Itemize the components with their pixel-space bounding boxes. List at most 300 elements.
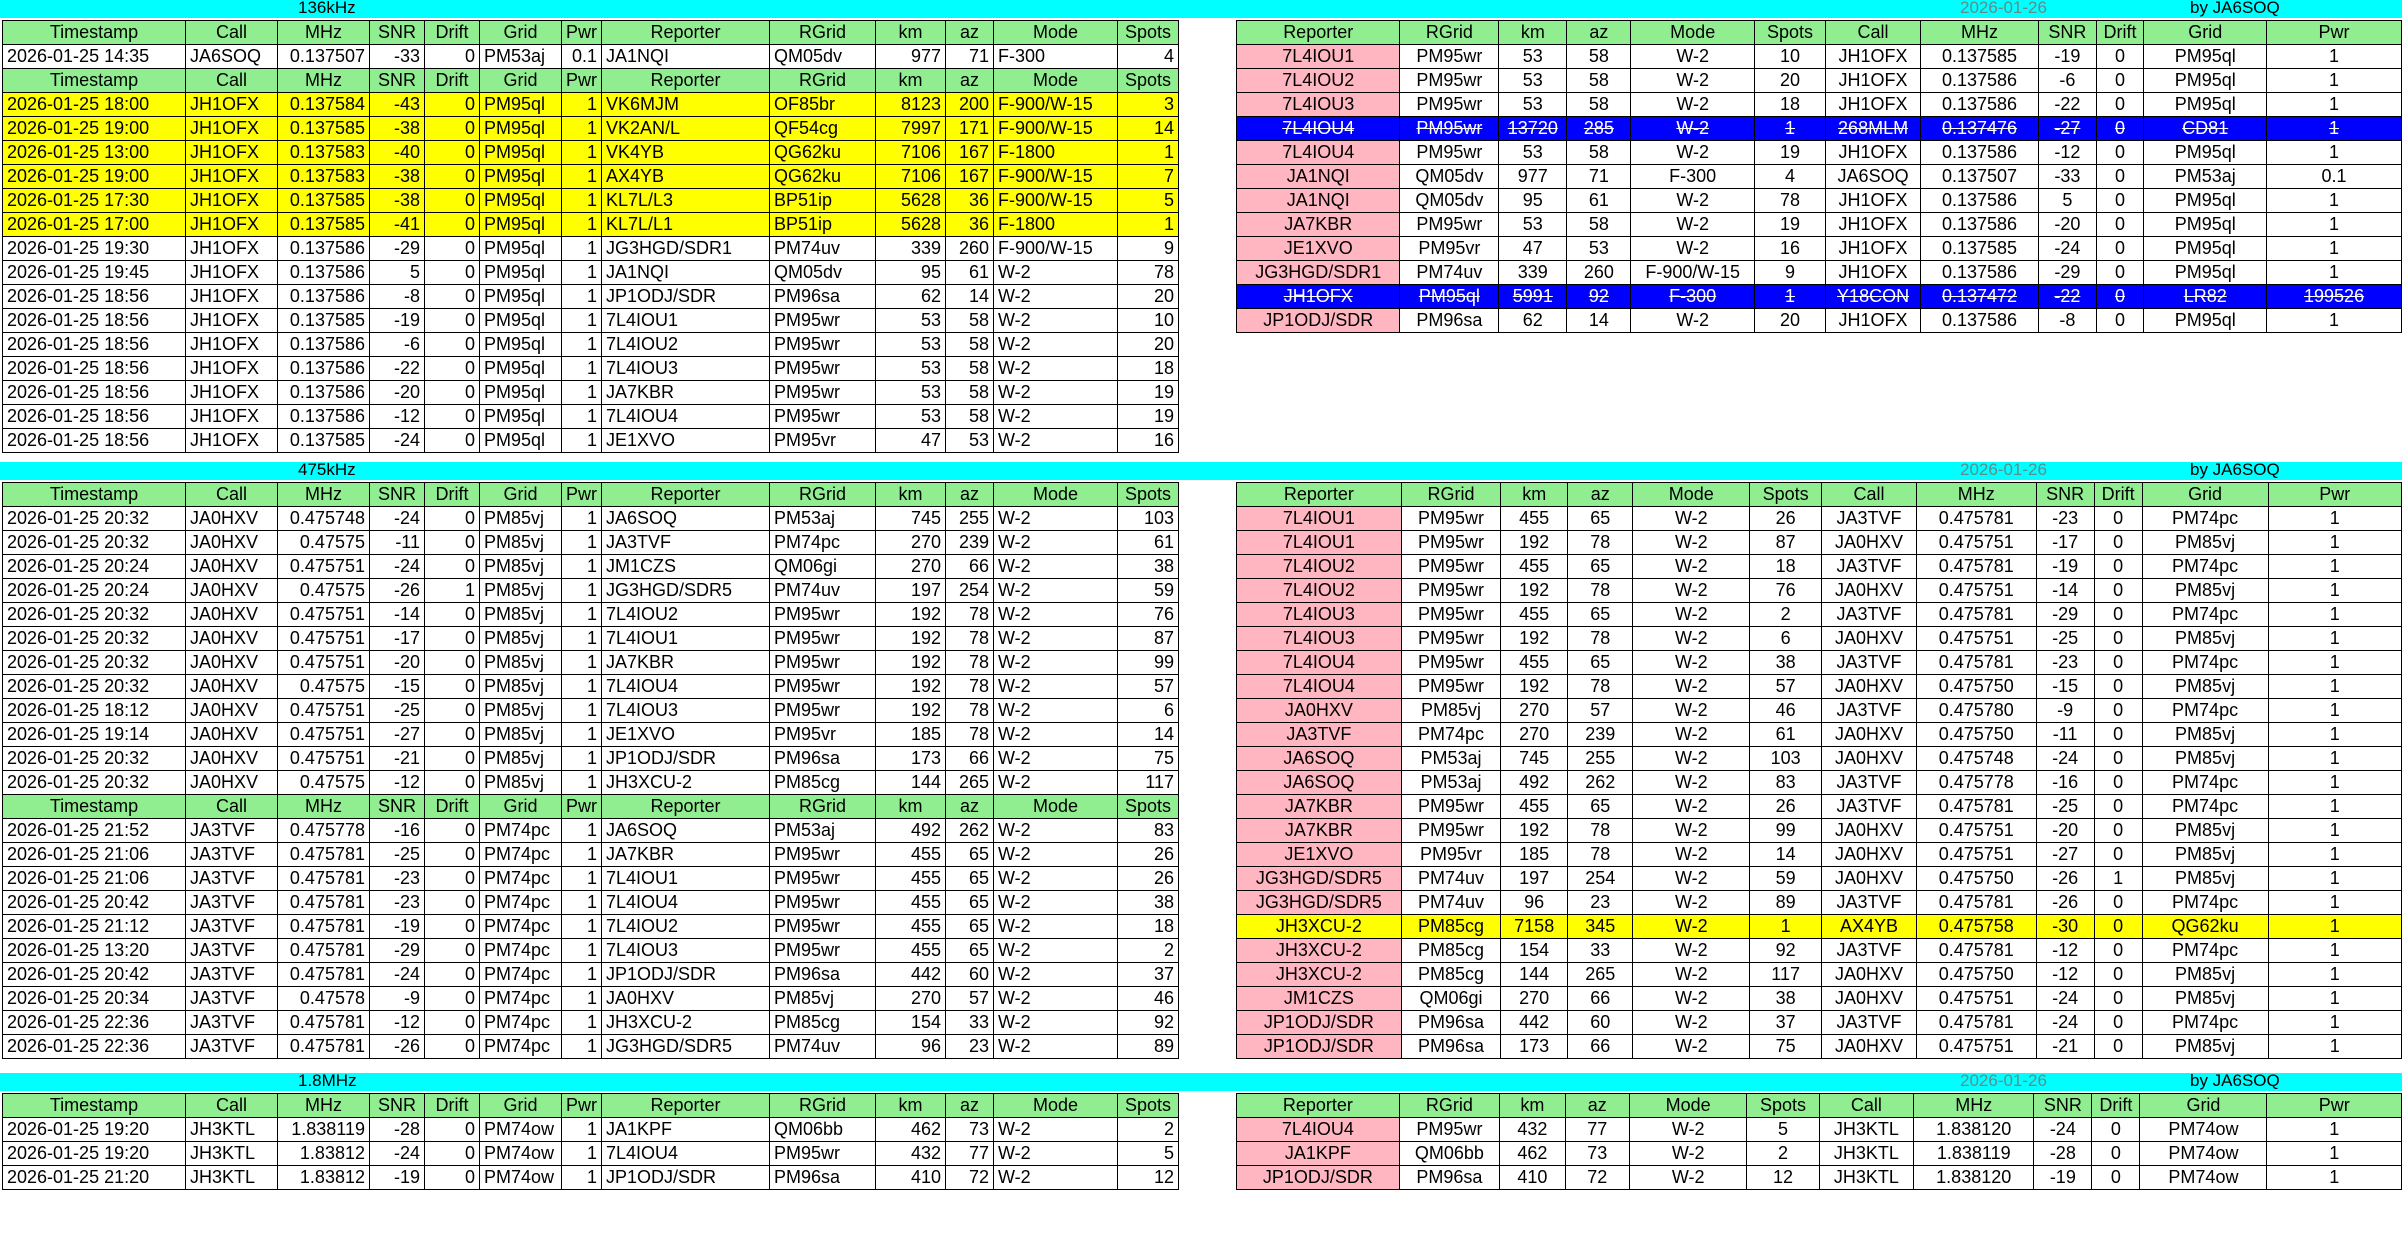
table-cell: 1: [2268, 1011, 2401, 1035]
table-cell: 0: [425, 555, 480, 579]
column-header: Spots: [1118, 795, 1179, 819]
table-cell: 0: [425, 963, 480, 987]
table-cell: -26: [2036, 891, 2094, 915]
table-cell: JA0HXV: [1822, 627, 1917, 651]
table-row: [3, 1035, 1179, 1059]
table-cell: 492: [876, 819, 946, 843]
column-header: Mode: [994, 69, 1118, 93]
table-cell: 5: [1118, 189, 1179, 213]
table-cell: JH1OFX: [1826, 45, 1921, 69]
table-cell: 0: [425, 651, 480, 675]
table-cell: -28: [370, 1118, 425, 1142]
table-cell: QM05dv: [770, 261, 876, 285]
table-cell: JA3TVF: [1822, 771, 1917, 795]
table-cell: PM74uv: [770, 579, 876, 603]
table-cell: 1: [2268, 579, 2401, 603]
table-row: [3, 843, 1179, 867]
table-cell: JA1NQI: [602, 45, 770, 69]
table-cell: JH3KTL: [1819, 1142, 1914, 1166]
table-cell: -43: [370, 93, 425, 117]
table-cell: 78: [1568, 819, 1633, 843]
table-cell: W-2: [1633, 771, 1750, 795]
table-cell: 1: [2268, 531, 2401, 555]
table-cell: PM74ow: [480, 1166, 562, 1190]
table-cell: 1: [2268, 699, 2401, 723]
table-cell: QM06bb: [1399, 1142, 1499, 1166]
table-cell: 0: [2094, 747, 2142, 771]
table-cell: 2026-01-25 17:00: [3, 213, 186, 237]
table-cell: -24: [370, 555, 425, 579]
table-cell: 0: [2094, 987, 2142, 1011]
table-cell: PM74pc: [2142, 555, 2268, 579]
table-cell: 7L4IOU4: [602, 891, 770, 915]
header-row: [1237, 21, 2402, 45]
column-header: Call: [1819, 1094, 1914, 1118]
table-cell: 0: [425, 1166, 480, 1190]
table-cell: 0: [425, 1011, 480, 1035]
table-cell: JH3XCU-2: [602, 771, 770, 795]
table-cell: 7L4IOU2: [602, 915, 770, 939]
table-cell: PM95ql: [2144, 309, 2267, 333]
table-cell: -11: [2036, 723, 2094, 747]
table-cell: 2026-01-25 18:00: [3, 93, 186, 117]
table-cell: JA7KBR: [1237, 213, 1400, 237]
table-cell: 1: [2267, 1166, 2402, 1190]
table-cell: 18: [1118, 915, 1179, 939]
table-cell: 1.838120: [1914, 1166, 2034, 1190]
table-cell: PM85vj: [2142, 675, 2268, 699]
table-cell: 2026-01-25 20:32: [3, 627, 186, 651]
table-cell: PM74uv: [770, 1035, 876, 1059]
band-date-label: 2026-01-26: [1960, 460, 2047, 479]
table-cell: JA0HXV: [186, 723, 278, 747]
table-cell: PM95ql: [480, 93, 562, 117]
table-cell: 1: [562, 117, 602, 141]
table-cell: W-2: [1633, 579, 1750, 603]
table-cell: 0.475751: [1916, 627, 2036, 651]
table-cell: PM85vj: [480, 579, 562, 603]
table-cell: 1: [2267, 1142, 2402, 1166]
table-cell: 87: [1750, 531, 1822, 555]
column-header: az: [1565, 1094, 1629, 1118]
table-cell: W-2: [994, 381, 1118, 405]
table-cell: 1: [2268, 627, 2401, 651]
table-row: [3, 771, 1179, 795]
table-cell: PM74ow: [480, 1142, 562, 1166]
column-header: Drift: [2096, 21, 2144, 45]
column-header: km: [1501, 483, 1568, 507]
table-cell: JA3TVF: [1822, 507, 1917, 531]
table-cell: PM95wr: [1401, 507, 1501, 531]
column-header: MHz: [278, 795, 370, 819]
table-cell: 0.475750: [1916, 963, 2036, 987]
column-header: Grid: [2140, 1094, 2267, 1118]
table-cell: PM95ql: [480, 237, 562, 261]
table-cell: W-2: [1633, 747, 1750, 771]
table-cell: 0.475781: [278, 867, 370, 891]
column-header: SNR: [370, 795, 425, 819]
table-cell: 0: [2094, 651, 2142, 675]
table-cell: 26: [1118, 843, 1179, 867]
table-cell: 0.475781: [1916, 555, 2036, 579]
table-cell: PM95wr: [770, 381, 876, 405]
table-cell: -22: [2039, 285, 2097, 309]
table-cell: 0: [2094, 771, 2142, 795]
table-cell: PM96sa: [770, 285, 876, 309]
table-cell: JA0HXV: [602, 987, 770, 1011]
table-row: [1237, 1011, 2402, 1035]
table-cell: 7L4IOU4: [1237, 675, 1402, 699]
table-cell: 0.137586: [1920, 261, 2038, 285]
column-header: Reporter: [602, 1094, 770, 1118]
table-cell: 78: [1568, 675, 1633, 699]
table-cell: PM53aj: [770, 819, 876, 843]
table-cell: PM85vj: [2142, 963, 2268, 987]
table-cell: 1: [2267, 237, 2402, 261]
table-cell: 0.137585: [278, 213, 370, 237]
table-cell: PM74uv: [1401, 867, 1501, 891]
table-cell: PM95vr: [1400, 237, 1499, 261]
table-row: [1237, 699, 2402, 723]
table-cell: W-2: [994, 1011, 1118, 1035]
table-cell: 1: [2267, 45, 2402, 69]
table-cell: 0: [425, 699, 480, 723]
table-cell: JA3TVF: [186, 891, 278, 915]
table-cell: PM95wr: [1401, 675, 1501, 699]
table-cell: 455: [876, 915, 946, 939]
table-cell: JA1NQI: [1237, 165, 1400, 189]
table-cell: BP51ip: [770, 213, 876, 237]
table-cell: PM95ql: [480, 405, 562, 429]
table-cell: 455: [1501, 507, 1568, 531]
table-cell: -23: [2036, 507, 2094, 531]
table-cell: 2: [1747, 1142, 1819, 1166]
table-cell: 0.475751: [1916, 1035, 2036, 1059]
table-cell: 0.475781: [278, 843, 370, 867]
table-cell: 7L4IOU4: [1237, 1118, 1400, 1142]
table-cell: -19: [2039, 45, 2097, 69]
table-cell: JH3KTL: [186, 1142, 278, 1166]
table-cell: JA3TVF: [186, 843, 278, 867]
table-cell: 65: [1568, 603, 1633, 627]
column-header: az: [946, 483, 994, 507]
table-cell: 192: [1501, 675, 1568, 699]
table-cell: 0: [2094, 531, 2142, 555]
table-cell: 14: [946, 285, 994, 309]
table-cell: 18: [1118, 357, 1179, 381]
table-cell: 16: [1754, 237, 1825, 261]
table-row: [1237, 819, 2402, 843]
table-cell: 0: [2094, 915, 2142, 939]
table-cell: -38: [370, 165, 425, 189]
table-cell: 1: [2094, 867, 2142, 891]
table-cell: 0: [425, 723, 480, 747]
table-cell: PM95wr: [1401, 603, 1501, 627]
table-cell: JH1OFX: [1826, 93, 1921, 117]
table-cell: PM85vj: [770, 987, 876, 1011]
table-cell: JH1OFX: [1826, 69, 1921, 93]
column-header: RGrid: [1400, 21, 1499, 45]
table-cell: 262: [1568, 771, 1633, 795]
table-cell: 0: [2096, 117, 2144, 141]
table-cell: -20: [370, 381, 425, 405]
column-header: Grid: [480, 1094, 562, 1118]
table-cell: 2026-01-25 19:00: [3, 165, 186, 189]
table-cell: PM74pc: [480, 939, 562, 963]
table-cell: -9: [370, 987, 425, 1011]
table-cell: JA0HXV: [186, 555, 278, 579]
table-cell: PM95ql: [1400, 285, 1499, 309]
table-cell: 339: [1499, 261, 1567, 285]
table-cell: QM05dv: [1400, 165, 1499, 189]
table-cell: 1: [2267, 261, 2402, 285]
table-cell: PM74pc: [2142, 771, 2268, 795]
table-cell: JH1OFX: [186, 381, 278, 405]
table-cell: 0: [425, 1142, 480, 1166]
table-cell: 2026-01-25 21:52: [3, 819, 186, 843]
table-row: [3, 675, 1179, 699]
table-row: [3, 603, 1179, 627]
table-cell: 0: [2096, 69, 2144, 93]
table-cell: JA3TVF: [1822, 939, 1917, 963]
column-header: Spots: [1750, 483, 1822, 507]
column-header: Reporter: [602, 795, 770, 819]
table-row: [3, 285, 1179, 309]
table-cell: PM74pc: [480, 867, 562, 891]
table-cell: 260: [1567, 261, 1631, 285]
table-cell: W-2: [994, 771, 1118, 795]
table-cell: JG3HGD/SDR1: [1237, 261, 1400, 285]
table-cell: -38: [370, 189, 425, 213]
table-cell: PM74pc: [480, 819, 562, 843]
table-cell: 1: [2268, 603, 2401, 627]
table-cell: JH1OFX: [186, 285, 278, 309]
table-cell: -23: [370, 867, 425, 891]
column-header: SNR: [2036, 483, 2094, 507]
table-cell: JA3TVF: [1822, 555, 1917, 579]
table-cell: W-2: [994, 627, 1118, 651]
table-cell: 197: [876, 579, 946, 603]
table-cell: 0: [2094, 723, 2142, 747]
table-cell: JA1KPF: [1237, 1142, 1400, 1166]
table-cell: W-2: [994, 963, 1118, 987]
table-cell: PM74pc: [480, 843, 562, 867]
table-cell: 20: [1118, 285, 1179, 309]
table-cell: -26: [370, 1035, 425, 1059]
table-cell: PM95wr: [1401, 531, 1501, 555]
column-header: Drift: [425, 483, 480, 507]
column-header: Call: [1826, 21, 1921, 45]
table-cell: 0: [2094, 819, 2142, 843]
table-cell: PM74uv: [1400, 261, 1499, 285]
table-cell: 78: [1568, 627, 1633, 651]
table-cell: PM74pc: [770, 531, 876, 555]
table-cell: 7158: [1501, 915, 1568, 939]
table-cell: PM95vr: [770, 429, 876, 453]
table-cell: 7L4IOU4: [602, 675, 770, 699]
column-header: RGrid: [770, 795, 876, 819]
table-cell: 66: [946, 747, 994, 771]
table-cell: 2026-01-25 20:32: [3, 675, 186, 699]
table-cell: -26: [2036, 867, 2094, 891]
table-cell: 7L4IOU3: [1237, 93, 1400, 117]
table-cell: 0.475778: [1916, 771, 2036, 795]
table-cell: 14: [1118, 723, 1179, 747]
table-cell: 73: [946, 1118, 994, 1142]
table-cell: 7L4IOU3: [602, 699, 770, 723]
table-row: [3, 891, 1179, 915]
table-cell: -33: [370, 45, 425, 69]
table-cell: 0.137585: [278, 429, 370, 453]
table-cell: 2026-01-25 14:35: [3, 45, 186, 69]
table-cell: 66: [1568, 987, 1633, 1011]
table-cell: 455: [1501, 651, 1568, 675]
table-cell: 0.137585: [1920, 237, 2038, 261]
table-cell: -27: [2036, 843, 2094, 867]
table-cell: 197: [1501, 867, 1568, 891]
column-header: RGrid: [1401, 483, 1501, 507]
table-cell: 167: [946, 165, 994, 189]
table-cell: 71: [946, 45, 994, 69]
table-cell: 13720: [1499, 117, 1567, 141]
table-cell: 26: [1750, 795, 1822, 819]
table-cell: 270: [876, 531, 946, 555]
table-cell: 1: [562, 507, 602, 531]
table-cell: 2026-01-25 20:32: [3, 651, 186, 675]
table-cell: 7L4IOU1: [602, 867, 770, 891]
table-cell: 455: [876, 891, 946, 915]
column-header: Drift: [425, 1094, 480, 1118]
table-cell: 270: [1501, 987, 1568, 1011]
table-cell: W-2: [994, 651, 1118, 675]
table-cell: 61: [1750, 723, 1822, 747]
table-cell: PM95ql: [2144, 45, 2267, 69]
column-header: az: [946, 1094, 994, 1118]
table-cell: 18: [1754, 93, 1825, 117]
table-cell: 19: [1118, 381, 1179, 405]
table-cell: 75: [1750, 1035, 1822, 1059]
column-header: az: [946, 21, 994, 45]
table-cell: JH3XCU-2: [1237, 963, 1402, 987]
table-cell: 7L4IOU4: [1237, 651, 1402, 675]
table-cell: -22: [2039, 93, 2097, 117]
column-header: Grid: [480, 483, 562, 507]
table-cell: 0.475781: [1916, 651, 2036, 675]
table-cell: 0: [425, 1035, 480, 1059]
table-cell: PM85vj: [480, 747, 562, 771]
table-row: [3, 429, 1179, 453]
table-cell: JA3TVF: [1822, 891, 1917, 915]
table-cell: 7L4IOU2: [1237, 555, 1402, 579]
table-cell: 173: [1501, 1035, 1568, 1059]
table-cell: 23: [946, 1035, 994, 1059]
table-row: [1237, 189, 2402, 213]
table-cell: 7L4IOU1: [602, 627, 770, 651]
table-cell: 65: [1568, 795, 1633, 819]
table-cell: 0: [425, 45, 480, 69]
column-header: SNR: [370, 69, 425, 93]
table-cell: W-2: [994, 1142, 1118, 1166]
table-cell: 1: [2267, 117, 2402, 141]
table-cell: 1: [2268, 555, 2401, 579]
table-cell: JA0HXV: [1822, 747, 1917, 771]
table-cell: PM95wr: [770, 627, 876, 651]
table-row: [1237, 69, 2402, 93]
table-cell: 0: [425, 429, 480, 453]
table-cell: 53: [876, 405, 946, 429]
table-cell: PM95wr: [770, 939, 876, 963]
table-cell: 0.475751: [278, 651, 370, 675]
table-cell: 0.475751: [278, 747, 370, 771]
table-cell: 19: [1754, 213, 1825, 237]
table-cell: PM85vj: [480, 723, 562, 747]
table-cell: 2026-01-25 20:24: [3, 579, 186, 603]
table-cell: -40: [370, 141, 425, 165]
table-cell: PM95ql: [480, 309, 562, 333]
column-header: Pwr: [562, 483, 602, 507]
table-cell: 2026-01-25 20:32: [3, 531, 186, 555]
table-cell: -41: [370, 213, 425, 237]
table-cell: JP1ODJ/SDR: [602, 1166, 770, 1190]
header-row: [1237, 1094, 2402, 1118]
table-cell: 7L4IOU2: [1237, 69, 1400, 93]
table-cell: W-2: [994, 867, 1118, 891]
table-cell: PM85vj: [480, 651, 562, 675]
column-header: Mode: [1633, 483, 1750, 507]
table-cell: -24: [370, 1142, 425, 1166]
table-cell: 0.475781: [1916, 507, 2036, 531]
table-cell: 0: [2096, 45, 2144, 69]
table-row: [3, 555, 1179, 579]
table-row: [3, 531, 1179, 555]
table-cell: 1: [562, 429, 602, 453]
column-header: az: [946, 69, 994, 93]
table-cell: PM74uv: [770, 237, 876, 261]
table-cell: PM74pc: [480, 891, 562, 915]
table-cell: 2026-01-25 13:00: [3, 141, 186, 165]
table-cell: 977: [1499, 165, 1567, 189]
table-cell: 26: [1750, 507, 1822, 531]
column-header: Mode: [994, 483, 1118, 507]
table-cell: 78: [946, 603, 994, 627]
table-cell: 1: [562, 771, 602, 795]
table-cell: 53: [1499, 213, 1567, 237]
table-cell: 0.47578: [278, 987, 370, 1011]
table-cell: 58: [1567, 213, 1631, 237]
table-cell: W-2: [1633, 987, 1750, 1011]
table-cell: 0: [425, 285, 480, 309]
table-row: [1237, 285, 2402, 309]
table-cell: -6: [2039, 69, 2097, 93]
column-header: km: [876, 795, 946, 819]
table-cell: 2: [1750, 603, 1822, 627]
column-header: Call: [186, 21, 278, 45]
table-cell: 59: [1750, 867, 1822, 891]
table-cell: 87: [1118, 627, 1179, 651]
table-cell: PM85vj: [2142, 579, 2268, 603]
table-cell: JA3TVF: [186, 1035, 278, 1059]
table-cell: -21: [370, 747, 425, 771]
table-cell: 0.475781: [278, 939, 370, 963]
table-cell: PM74pc: [2142, 795, 2268, 819]
table-cell: 65: [946, 939, 994, 963]
column-header: Spots: [1118, 483, 1179, 507]
table-cell: W-2: [994, 507, 1118, 531]
table-cell: PM85cg: [770, 771, 876, 795]
table-cell: AX4YB: [1822, 915, 1917, 939]
table-row: [1237, 843, 2402, 867]
table-cell: PM95wr: [1401, 795, 1501, 819]
